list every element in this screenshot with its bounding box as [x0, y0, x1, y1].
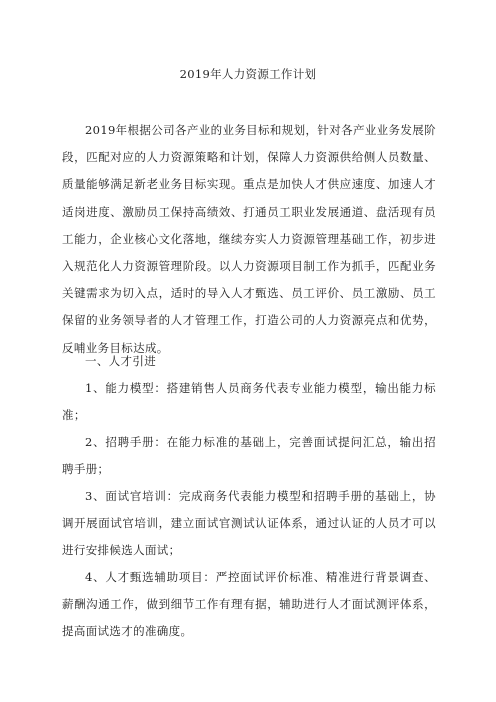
list-item-block	[62, 483, 436, 565]
list-item-block	[62, 375, 436, 429]
list-item-competency-model: 1、能力模型：搭建销售人员商务代表专业能力模型，输出能力标准；	[62, 381, 436, 423]
list-item-block	[62, 564, 436, 646]
list-item-interviewer-training: 3、面试官培训：完成商务代表能力模型和招聘手册的基础上，协调开展面试官培训，建立面试官测试认证体系，通过认证的人员才可以进行安排候选人面试；	[62, 489, 436, 558]
section-heading-talent-acquisition: 一、人才引进	[85, 354, 157, 368]
intro-paragraph-block	[62, 117, 436, 362]
list-item-block	[62, 429, 436, 483]
section-heading-block	[62, 348, 436, 375]
list-item-recruitment-handbook: 2、招聘手册：在能力标准的基础上，完善面试提问汇总，输出招聘手册；	[62, 435, 436, 477]
intro-paragraph: 2019年根据公司各产业的业务目标和规划，针对各产业业务发展阶段，匹配对应的人力资源策略和计划，保障人力资源供给侧人员数量、质量能够满足新老业务目标实现。重点是加快人才供应速度、加速人才适岗进度、激励员工保持高绩效、打通员工职业发展通道、盘活现有员工能力，企业核心文化落地，继续夯实人力资源管理基础工作，初步进入规范化人力资源管理阶段。以人力资源项目制工作为抓手，匹配业务关键需求为切入点，适时的导入人才甄选、员工评价、员工激励、员工保留的业务领导者的人才管理工作，打造公司的人力资源亮点和优势，反哺业务目标达成。	[62, 123, 436, 355]
document-title: 2019年人力资源工作计划	[179, 67, 317, 81]
list-item-selection-support: 4、人才甄选辅助项目：严控面试评价标准、精准进行背景调查、薪酬沟通工作，做到细节工作有理有据，辅助进行人才面试测评体系，提高面试选才的准确度。	[62, 570, 436, 639]
